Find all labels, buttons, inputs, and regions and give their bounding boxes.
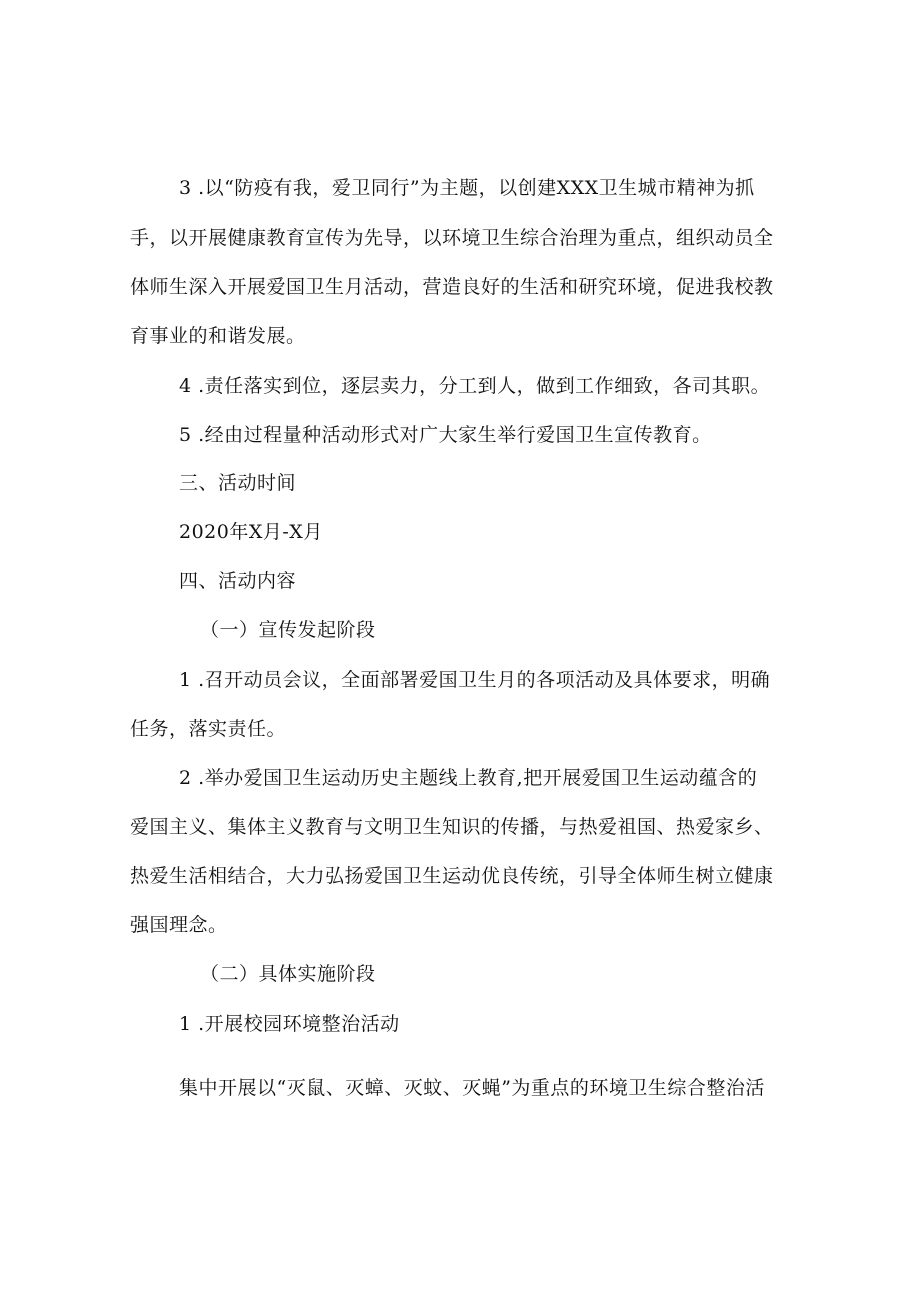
subsection-heading-implementation: （二）具体实施阶段 — [200, 963, 376, 985]
publicity-item-2-line-4: 强国理念。 — [130, 914, 228, 936]
paragraph-3-line-2: 手，以开展健康教育宣传为先导，以环境卫生综合治理为重点，组织动员全 — [130, 227, 774, 249]
paragraph-3-line-3: 体师生深入开展爱国卫生月活动，营造良好的生活和研究环境，促进我校教 — [130, 276, 774, 298]
activity-time-value: 2020年X月-X月 — [179, 521, 323, 543]
publicity-item-1-line-2: 任务，落实责任。 — [130, 718, 287, 740]
paragraph-4: 4 .责任落实到位，逐层卖力，分工到人，做到工作细致，各司其职。 — [179, 375, 771, 397]
publicity-item-2-line-3: 热爱生活相结合，大力弘扬爱国卫生运动优良传统，引导全体师生树立健康 — [130, 865, 774, 887]
publicity-item-2-line-1: 2 .举办爱国卫生运动历史主题线上教育,把开展爱国卫生运动蕴含的 — [179, 767, 758, 789]
implementation-item-1: 1 .开展校园环境整治活动 — [179, 1013, 400, 1035]
publicity-item-2-line-2: 爱国主义、集体主义教育与文明卫生知识的传播，与热爱祖国、热爱家乡、 — [130, 816, 774, 838]
paragraph-3-line-1: 3 .以“防疫有我，爱卫同行”为主题，以创建XXX卫生城市精神为抓 — [179, 177, 755, 199]
paragraph-3-line-4: 育事业的和谐发展。 — [130, 325, 306, 347]
implementation-paragraph-line-1: 集中开展以“灭鼠、灭蟑、灭蚊、灭蝇”为重点的环境卫生综合整治活 — [179, 1077, 765, 1099]
section-heading-activity-time: 三、活动时间 — [179, 472, 297, 494]
section-heading-activity-content: 四、活动内容 — [179, 570, 297, 592]
paragraph-5: 5 .经由过程量种活动形式对广大家生举行爱国卫生宣传教育。 — [179, 424, 712, 446]
publicity-item-1-line-1: 1 .召开动员会议，全面部署爱国卫生月的各项活动及具体要求，明确 — [179, 669, 771, 691]
subsection-heading-publicity: （一）宣传发起阶段 — [200, 619, 376, 641]
